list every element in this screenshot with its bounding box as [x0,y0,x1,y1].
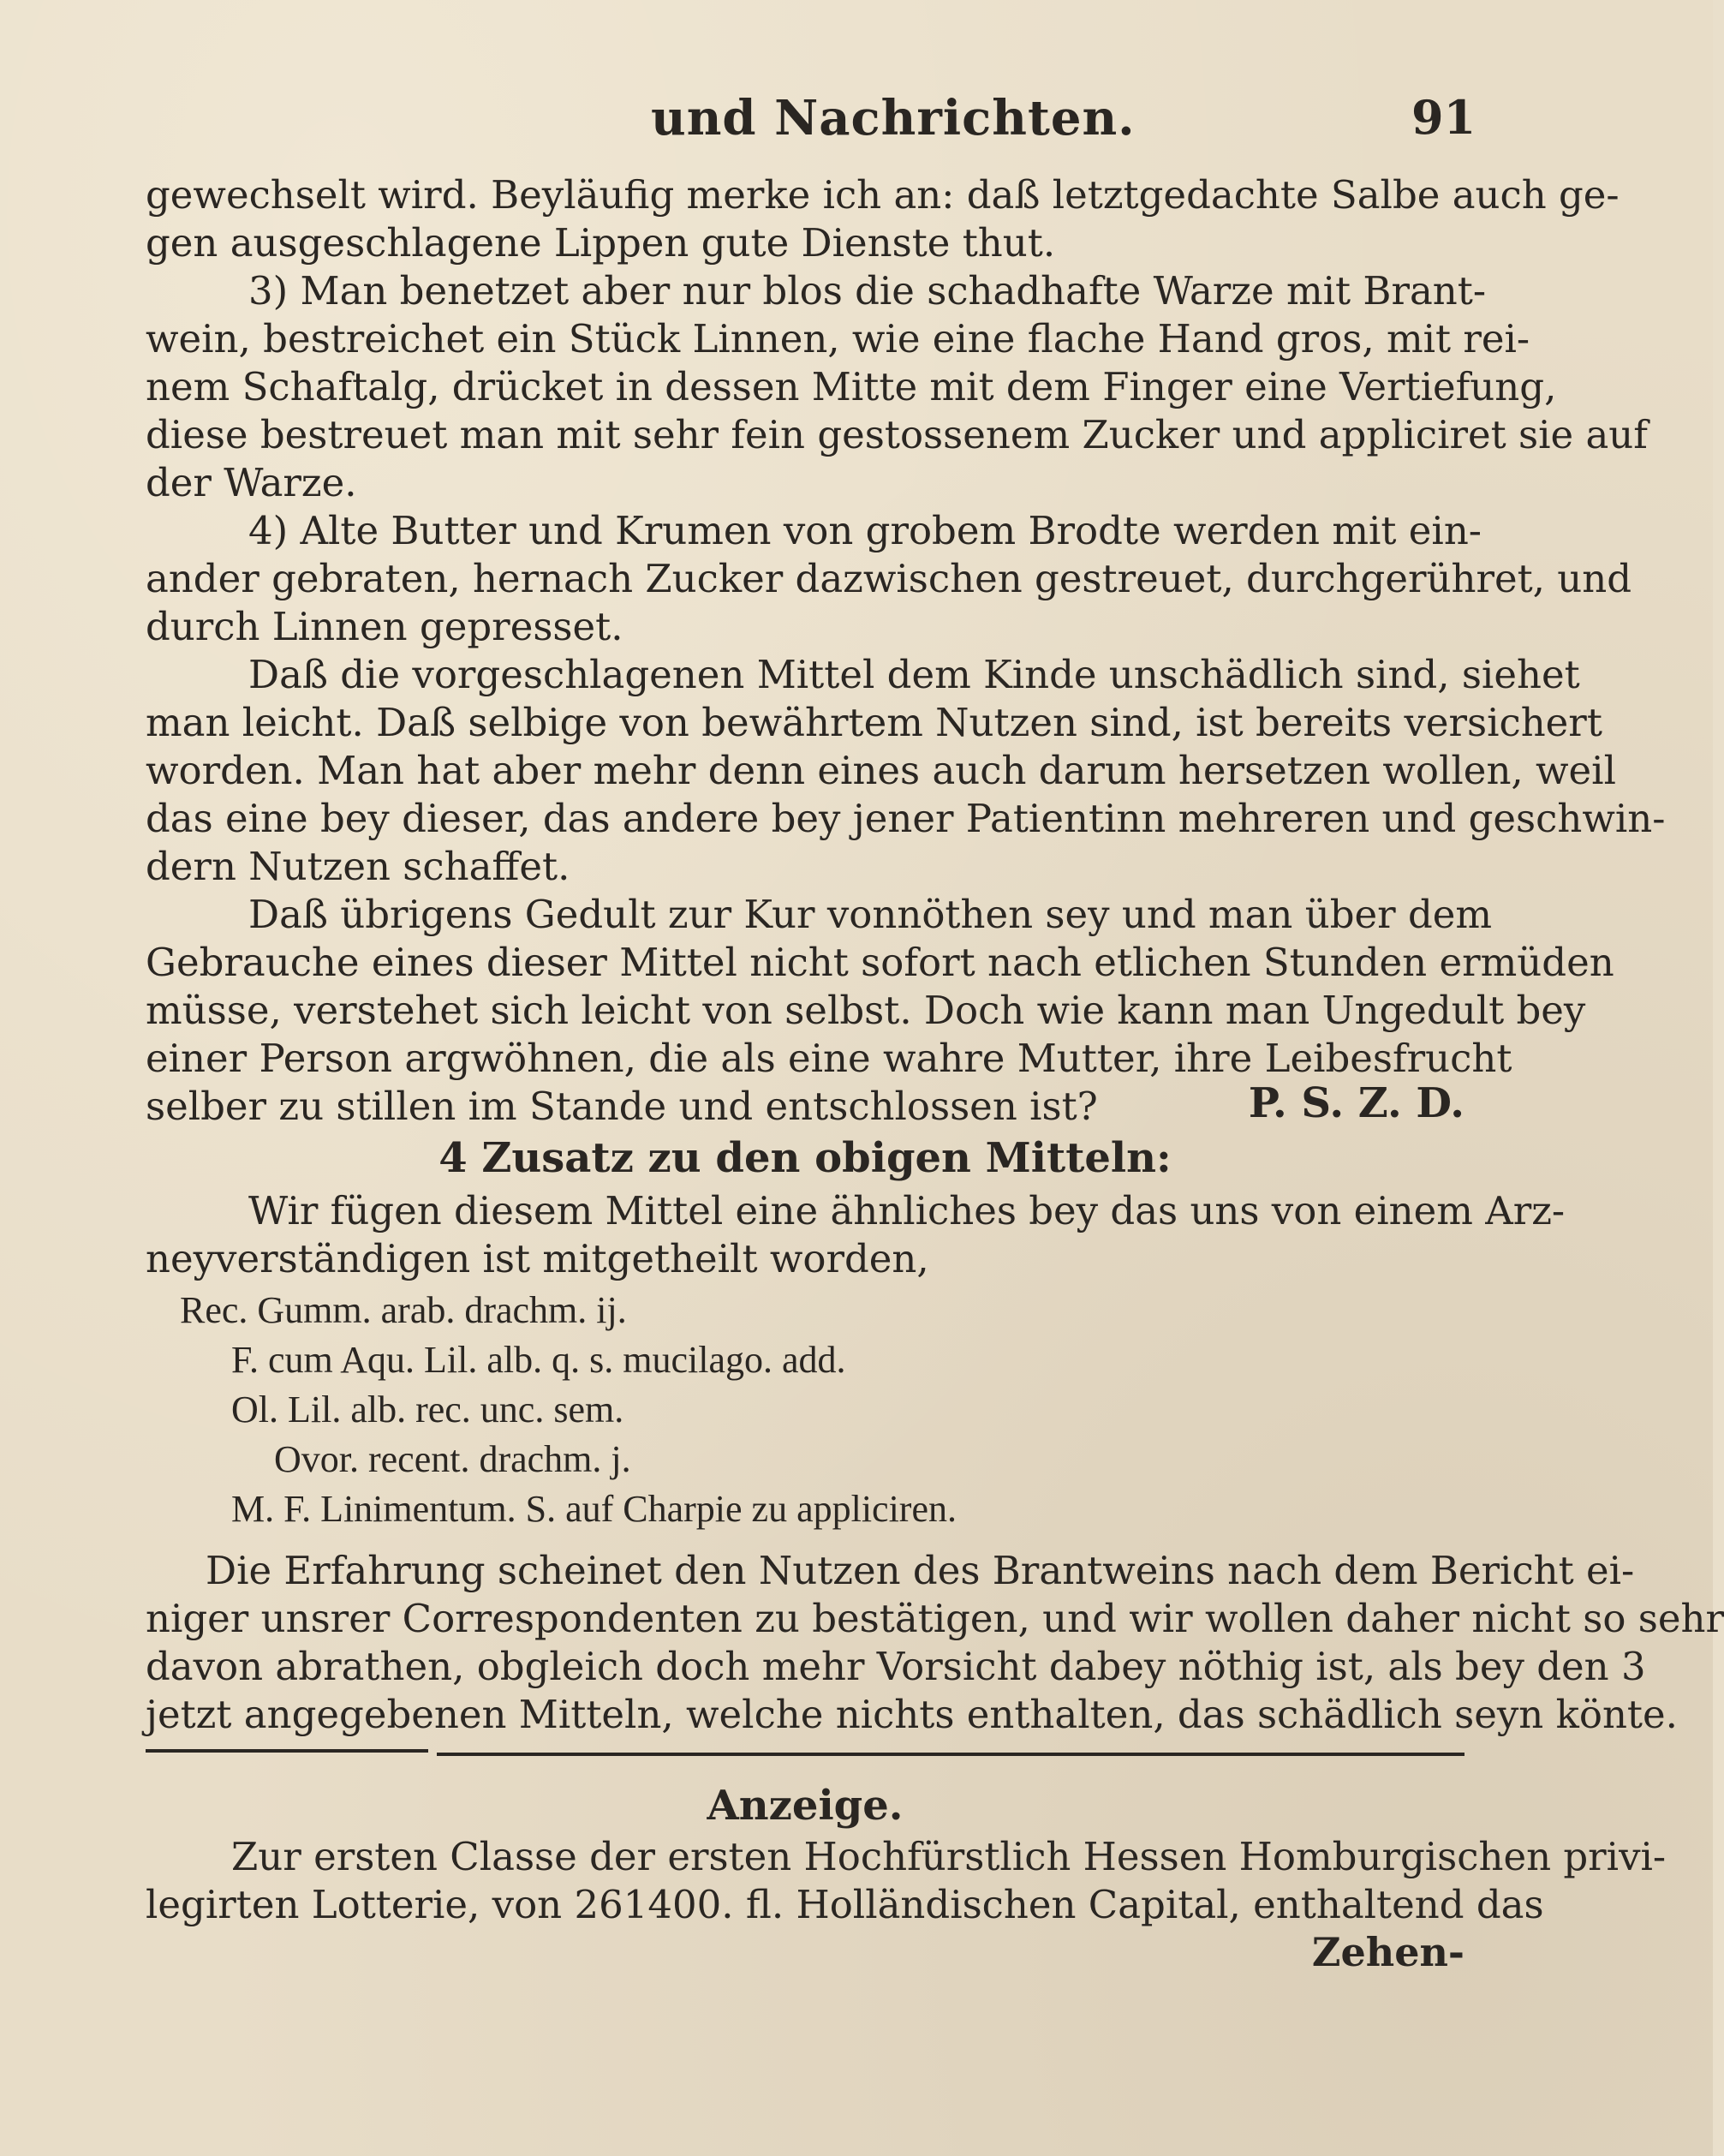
text-line: Daß übrigens Gedult zur Kur vonnöthen sey und man über dem [248,892,1493,937]
separator-rule [146,1749,428,1753]
text-line: Wir fügen diesem Mittel eine ähnliches bey das uns von einem Arz- [248,1188,1566,1233]
page-number: 91 [1411,90,1476,145]
text-line: gewechselt wird. Beyläufig merke ich an: daß letztgedachte Salbe auch ge- [146,172,1620,218]
section-heading: 4 Zusatz zu den obigen Mitteln: [438,1134,1172,1182]
text-line: gen ausgeschlagene Lippen gute Dienste thut. [146,220,1056,266]
text-line: selber zu stillen im Stande und entschlossen ist? [146,1084,1098,1129]
recipe-line: F. cum Aqu. Lil. alb. q. s. mucilago. add. [231,1339,846,1381]
text-line: wein, bestreichet ein Stück Linnen, wie eine flache Hand gros, mit rei- [146,316,1530,361]
text-line: das eine bey dieser, das andere bey jener Patientinn mehreren und geschwin- [146,796,1666,841]
separator-rule [437,1753,1465,1756]
page-header [0,90,1713,146]
recipe-line: Ol. Lil. alb. rec. unc. sem. [231,1389,624,1430]
text-line: 4) Alte Butter und Krumen von grobem Brodte werden mit ein- [248,508,1482,553]
text-line: nem Schaftalg, drücket in dessen Mitte mit dem Finger eine Vertiefung, [146,364,1557,409]
text-line: diese bestreuet man mit sehr fein gestossenem Zucker und appliciret sie auf [146,412,1648,457]
text-line: der Warze. [146,460,357,505]
text-line: worden. Man hat aber mehr denn eines auch darum hersetzen wollen, weil [146,748,1616,793]
text-line: legirten Lotterie, von 261400. fl. Holländischen Capital, enthaltend das [146,1882,1544,1927]
text-line: 3) Man benetzet aber nur blos die schadhafte Warze mit Brant- [248,268,1487,314]
text-line: durch Linnen gepresset. [146,604,623,649]
author-signature: P. S. Z. D. [1248,1079,1465,1127]
text-line: ander gebraten, hernach Zucker dazwischen gestreuet, durchgerühret, und [146,556,1632,601]
text-line: jetzt angegebenen Mitteln, welche nichts enthalten, das schädlich seyn könte. [146,1692,1678,1737]
text-line: einer Person argwöhnen, die als eine wahre Mutter, ihre Leibesfrucht [146,1036,1512,1081]
text-line: davon abrathen, obgleich doch mehr Vorsicht dabey nöthig ist, als bey den 3 [146,1644,1646,1689]
text-line: Die Erfahrung scheinet den Nutzen des Brantweins nach dem Bericht ei- [206,1548,1635,1593]
recipe-line: Ovor. recent. drachm. j. [274,1438,631,1480]
text-line: müsse, verstehet sich leicht von selbst. Doch wie kann man Ungedult bey [146,988,1586,1033]
notice-heading: Anzeige. [707,1782,904,1830]
running-head: und Nachrichten. [651,90,1136,146]
text-line: niger unsrer Correspondenten zu bestätigen, und wir wollen daher nicht so sehr [146,1596,1724,1641]
text-line: Zur ersten Classe der ersten Hochfürstlich Hessen Homburgischen privi- [231,1834,1667,1879]
text-line: neyverständigen ist mitgetheilt worden, [146,1236,929,1281]
text-line: Daß die vorgeschlagenen Mittel dem Kinde unschädlich sind, siehet [248,652,1580,697]
text-line: Gebrauche eines dieser Mittel nicht sofort nach etlichen Stunden ermüden [146,940,1614,985]
recipe-line: Rec. Gumm. arab. drachm. ij. [180,1289,627,1331]
text-line: man leicht. Daß selbige von bewährtem Nutzen sind, ist bereits versichert [146,700,1602,745]
recipe-line: M. F. Linimentum. S. auf Charpie zu appliciren. [231,1488,957,1530]
text-line: dern Nutzen schaffet. [146,844,570,889]
catchword: Zehen- [1311,1929,1465,1975]
